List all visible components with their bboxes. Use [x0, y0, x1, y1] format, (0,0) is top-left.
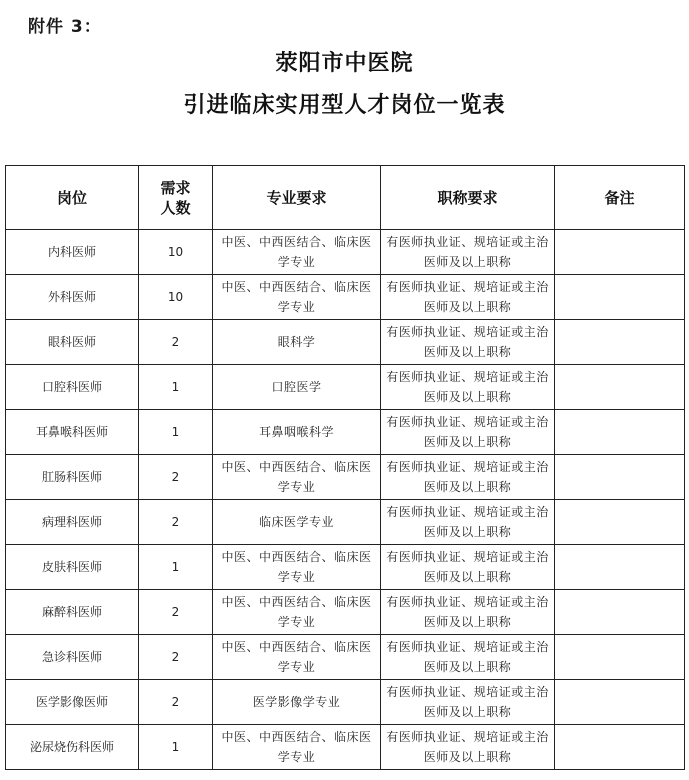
cell-remarks	[555, 500, 685, 545]
cell-count: 2	[139, 635, 213, 680]
cell-position: 肛肠科医师	[6, 455, 139, 500]
cell-count: 10	[139, 230, 213, 275]
cell-title-requirement: 有医师执业证、规培证或主治医师及以上职称	[381, 725, 555, 770]
attachment-label: 附件 3：	[28, 17, 102, 37]
cell-position: 急诊科医师	[6, 635, 139, 680]
cell-title-requirement: 有医师执业证、规培证或主治医师及以上职称	[381, 500, 555, 545]
cell-major: 中医、中西医结合、临床医学专业	[213, 635, 381, 680]
table-row	[6, 500, 685, 545]
header-position: 岗位	[6, 166, 139, 230]
cell-count: 10	[139, 275, 213, 320]
cell-major: 医学影像学专业	[213, 680, 381, 725]
table-row	[6, 230, 685, 275]
table-row	[6, 365, 685, 410]
header-title-requirement: 职称要求	[381, 166, 555, 230]
cell-title-requirement: 有医师执业证、规培证或主治医师及以上职称	[381, 275, 555, 320]
positions-table	[5, 165, 685, 770]
table-row	[6, 725, 685, 770]
header-major: 专业要求	[213, 166, 381, 230]
table-row	[6, 455, 685, 500]
cell-remarks	[555, 320, 685, 365]
cell-remarks	[555, 275, 685, 320]
cell-position: 病理科医师	[6, 500, 139, 545]
cell-title-requirement: 有医师执业证、规培证或主治医师及以上职称	[381, 455, 555, 500]
cell-remarks	[555, 635, 685, 680]
cell-title-requirement: 有医师执业证、规培证或主治医师及以上职称	[381, 365, 555, 410]
cell-count: 2	[139, 680, 213, 725]
cell-remarks	[555, 410, 685, 455]
cell-major: 耳鼻咽喉科学	[213, 410, 381, 455]
table-body	[6, 230, 685, 770]
cell-count: 1	[139, 725, 213, 770]
cell-count: 2	[139, 500, 213, 545]
cell-count: 1	[139, 365, 213, 410]
cell-remarks	[555, 725, 685, 770]
header-headcount-label: 需求人数	[160, 178, 191, 217]
cell-count: 1	[139, 410, 213, 455]
cell-position: 麻醉科医师	[6, 590, 139, 635]
table-row	[6, 320, 685, 365]
table-row	[6, 590, 685, 635]
table-row	[6, 680, 685, 725]
table-row	[6, 545, 685, 590]
cell-major: 中医、中西医结合、临床医学专业	[213, 725, 381, 770]
cell-position: 外科医师	[6, 275, 139, 320]
cell-count: 2	[139, 590, 213, 635]
cell-count: 2	[139, 455, 213, 500]
cell-major: 中医、中西医结合、临床医学专业	[213, 545, 381, 590]
cell-title-requirement: 有医师执业证、规培证或主治医师及以上职称	[381, 545, 555, 590]
cell-major: 临床医学专业	[213, 500, 381, 545]
cell-title-requirement: 有医师执业证、规培证或主治医师及以上职称	[381, 230, 555, 275]
cell-title-requirement: 有医师执业证、规培证或主治医师及以上职称	[381, 320, 555, 365]
cell-remarks	[555, 680, 685, 725]
cell-position: 皮肤科医师	[6, 545, 139, 590]
cell-position: 口腔科医师	[6, 365, 139, 410]
cell-major: 中医、中西医结合、临床医学专业	[213, 590, 381, 635]
table-row	[6, 635, 685, 680]
cell-remarks	[555, 365, 685, 410]
header-row	[6, 166, 685, 230]
table-row	[6, 410, 685, 455]
header-remarks: 备注	[555, 166, 685, 230]
cell-count: 1	[139, 545, 213, 590]
cell-major: 中医、中西医结合、临床医学专业	[213, 275, 381, 320]
table-row	[6, 275, 685, 320]
cell-major: 眼科学	[213, 320, 381, 365]
cell-major: 中医、中西医结合、临床医学专业	[213, 455, 381, 500]
cell-title-requirement: 有医师执业证、规培证或主治医师及以上职称	[381, 635, 555, 680]
cell-position: 医学影像医师	[6, 680, 139, 725]
cell-position: 耳鼻喉科医师	[6, 410, 139, 455]
cell-major: 中医、中西医结合、临床医学专业	[213, 230, 381, 275]
cell-title-requirement: 有医师执业证、规培证或主治医师及以上职称	[381, 410, 555, 455]
cell-position: 泌尿烧伤科医师	[6, 725, 139, 770]
document-title-line2: 引进临床实用型人才岗位一览表	[183, 92, 506, 118]
cell-remarks	[555, 455, 685, 500]
cell-title-requirement: 有医师执业证、规培证或主治医师及以上职称	[381, 590, 555, 635]
cell-title-requirement: 有医师执业证、规培证或主治医师及以上职称	[381, 680, 555, 725]
cell-major: 口腔医学	[213, 365, 381, 410]
cell-count: 2	[139, 320, 213, 365]
table-header	[6, 166, 685, 230]
document-title-line1: 荥阳市中医院	[275, 50, 414, 76]
cell-position: 内科医师	[6, 230, 139, 275]
cell-remarks	[555, 590, 685, 635]
cell-remarks	[555, 230, 685, 275]
header-headcount	[139, 166, 213, 230]
cell-remarks	[555, 545, 685, 590]
cell-position: 眼科医师	[6, 320, 139, 365]
